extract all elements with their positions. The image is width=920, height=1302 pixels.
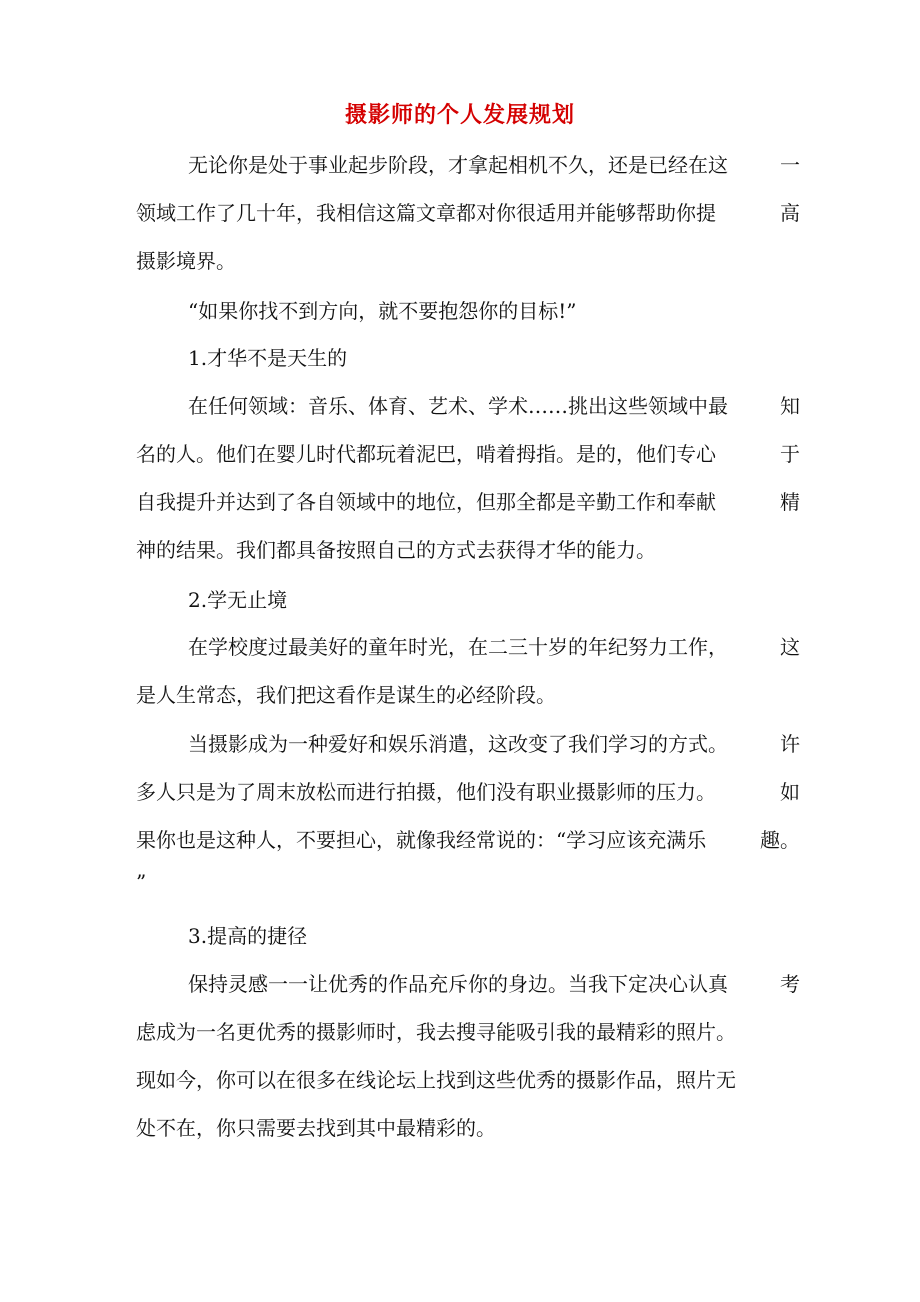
paragraph-line: 摄影境界。	[136, 249, 236, 273]
paragraph-line: 是人生常态，我们把这看作是谋生的必经阶段。	[136, 683, 556, 707]
line-tail: 考	[780, 972, 800, 996]
paragraph-line: 虑成为一名更优秀的摄影师时，我去搜寻能吸引我的最精彩的照片。	[136, 1020, 736, 1044]
line-tail: 这	[780, 635, 800, 659]
quote-line: “如果你找不到方向，就不要抱怨你的目标!”	[188, 299, 577, 323]
page-title: 摄影师的个人发展规划	[344, 102, 575, 128]
paragraph-line: 保持灵感一一让优秀的作品充斥你的身边。当我下定决心认真	[188, 972, 728, 996]
paragraph-line: ”	[136, 870, 147, 894]
paragraph-line: 果你也是这种人，不要担心，就像我经常说的：“学习应该充满乐	[136, 828, 707, 852]
line-tail: 趣。	[760, 828, 800, 852]
line-tail: 知	[780, 394, 800, 418]
paragraph-line: 在任何领域：音乐、体育、艺术、学术……挑出这些领域中最	[188, 394, 728, 418]
paragraph-line: 无论你是处于事业起步阶段，才拿起相机不久，还是已经在这	[188, 153, 728, 177]
paragraph-line: 名的人。他们在婴儿时代都玩着泥巴，啃着拇指。是的，他们专心	[136, 442, 716, 466]
line-tail: 一	[780, 153, 800, 177]
section-heading: 2.学无止境	[188, 588, 288, 612]
paragraph-line: 神的结果。我们都具备按照自己的方式去获得才华的能力。	[136, 538, 656, 562]
line-tail: 如	[780, 780, 800, 804]
paragraph-line: 处不在，你只需要去找到其中最精彩的。	[136, 1116, 496, 1140]
paragraph-line: 当摄影成为一种爱好和娱乐消遣，这改变了我们学习的方式。	[188, 732, 728, 756]
section-heading: 3.提高的捷径	[188, 924, 308, 948]
line-tail: 精	[780, 490, 800, 514]
paragraph-line: 多人只是为了周末放松而进行拍摄，他们没有职业摄影师的压力。	[136, 780, 716, 804]
section-heading: 1.才华不是天生的	[188, 346, 348, 370]
paragraph-line: 现如今，你可以在很多在线论坛上找到这些优秀的摄影作品，照片无	[136, 1068, 736, 1092]
paragraph-line: 自我提升并达到了各自领域中的地位，但那全都是辛勤工作和奉献	[136, 490, 716, 514]
paragraph-line: 领域工作了几十年，我相信这篇文章都对你很适用并能够帮助你提	[136, 201, 716, 225]
paragraph-line: 在学校度过最美好的童年时光，在二三十岁的年纪努力工作，	[188, 635, 728, 659]
line-tail: 高	[780, 201, 800, 225]
line-tail: 许	[780, 732, 800, 756]
line-tail: 于	[780, 442, 800, 466]
